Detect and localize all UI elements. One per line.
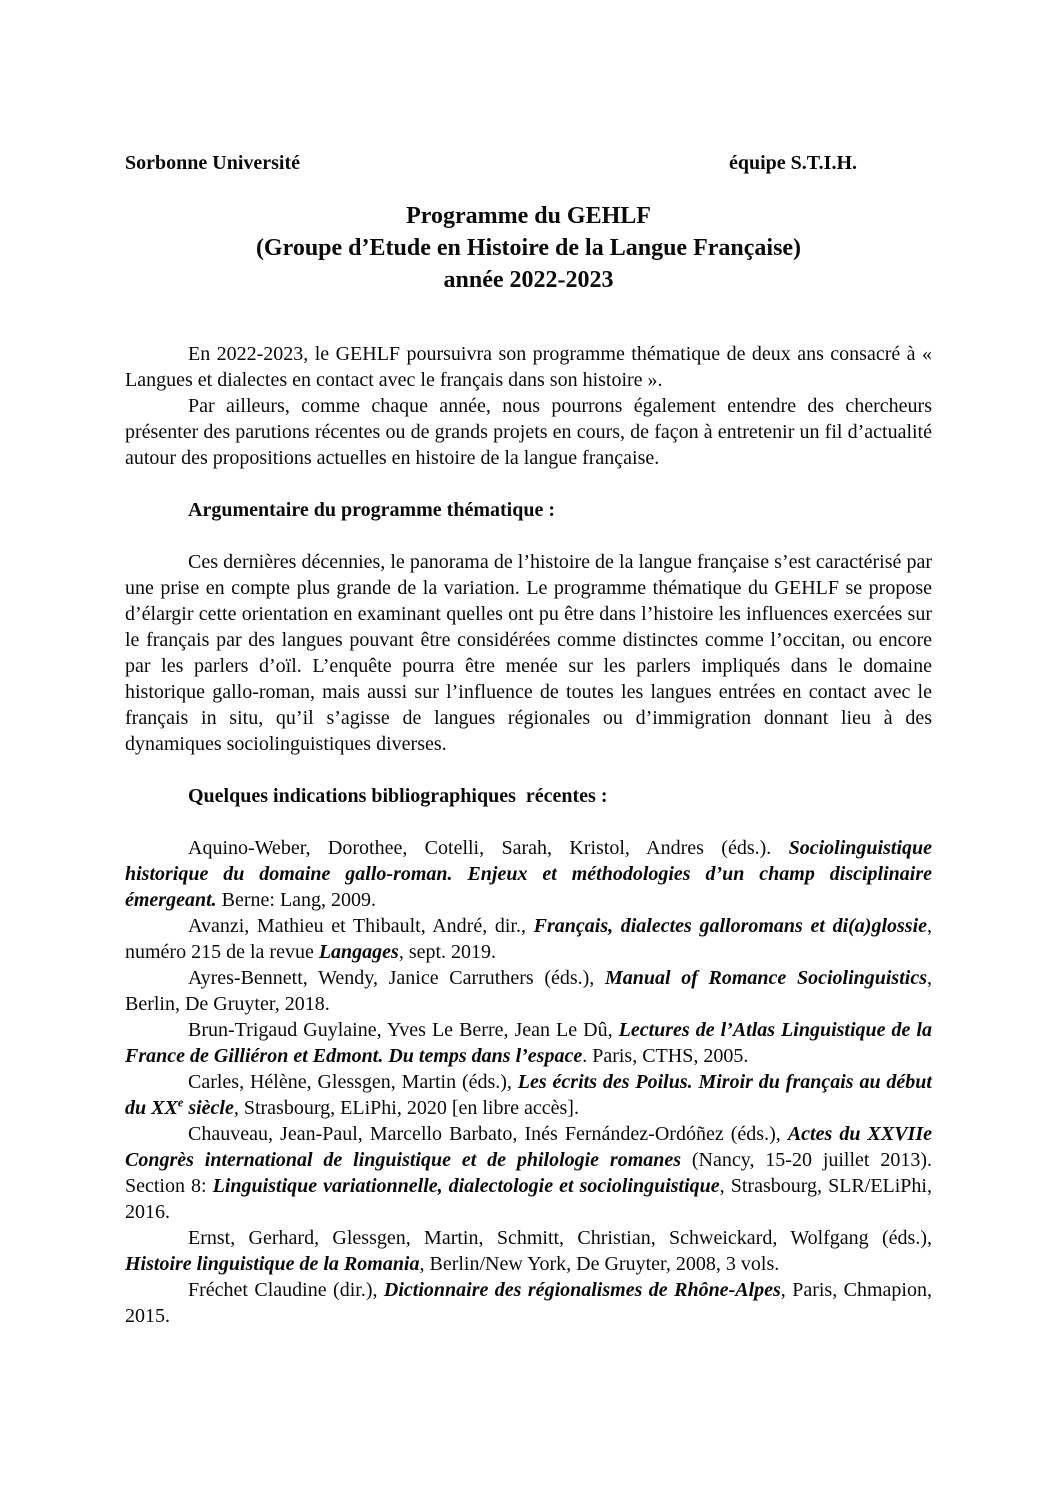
entry-text: Ayres-Bennett, Wendy, Janice Carruthers (éds.), [188,967,605,989]
entry-title: Français, dialectes galloromans et di(a)glossie [533,915,928,937]
bibliography-entry [125,1121,932,1225]
entry-title: Sociolinguistique historique du domaine gallo-roman. Enjeux et méthodologies d’un champ disciplinaire émergeant. [125,837,932,911]
header-team: équipe S.T.I.H. [729,152,857,174]
bibliography-entry [125,965,932,1017]
entry-text: (Nancy, 15-20 juillet 2013). Section 8: [125,1149,932,1197]
bibliography-list [125,835,932,1329]
entry-text: , sept. 2019. [398,941,497,963]
argumentaire-heading: Argumentaire du programme thématique : [188,499,555,521]
header-institution: Sorbonne Université [125,152,300,174]
entry-text: Avanzi, Mathieu et Thibault, André, dir., [188,915,534,937]
entry-text: Ernst, Gerhard, Glessgen, Martin, Schmitt, Christian, Schweickard, Wolfgang (éds.), [188,1227,932,1249]
entry-title: Lectures de l’Atlas Linguistique de la France de Gilliéron et Edmont. Du temps dans l’espace [125,1019,932,1067]
entry-title: Dictionnaire des régionalismes de Rhône-Alpes [383,1279,781,1301]
bibliography-heading: Quelques indications bibliographiques récentes : [188,785,608,807]
title-line-1: Programme du GEHLF [406,203,651,229]
entry-title: Langages [318,941,399,963]
title-line-3: année 2022-2023 [443,267,614,293]
bibliography-entry [125,1225,932,1277]
entry-title: Linguistique variationnelle, dialectologie et sociolinguistique [212,1175,720,1197]
bibliography-entry [125,835,932,913]
entry-title: Manual of Romance Sociolinguistics [604,967,927,989]
bibliography-entry [125,1017,932,1069]
entry-text: , Paris, Chmapion, 2015. [125,1279,932,1327]
intro-paragraph-2: Par ailleurs, comme chaque année, nous pourrons également entendre des chercheurs présenter des parutions récentes ou de grands projets en cours, de façon à entretenir un fil d’actualité autour des propositions actuelles en histoire de la langue française. [125,395,932,469]
entry-text: Berne: Lang, 2009. [216,889,377,911]
entry-title: Les écrits des Poilus. Miroir du français au début du XX [125,1071,932,1119]
entry-text: , Berlin/New York, De Gruyter, 2008, 3 vols. [419,1253,780,1275]
entry-text: Aquino-Weber, Dorothee, Cotelli, Sarah, Kristol, Andres (éds.). [188,837,789,859]
entry-text: , Strasbourg, ELiPhi, 2020 [en libre accès]. [233,1097,579,1119]
entry-title: siècle [183,1097,234,1119]
entry-title: Actes du XXVIIe Congrès international de linguistique et de philologie romanes [125,1123,932,1171]
bibliography-entry [125,913,932,965]
entry-text: , Berlin, De Gruyter, 2018. [125,967,932,1015]
entry-text: Chauveau, Jean-Paul, Marcello Barbato, Inés Fernández-Ordóñez (éds.), [188,1123,788,1145]
bibliography-entry [125,1277,932,1329]
title-line-2: (Groupe d’Etude en Histoire de la Langue Française) [255,235,802,261]
entry-text: . Paris, CTHS, 2005. [582,1045,749,1067]
entry-title: e [177,1095,184,1110]
bibliography-entry [125,1069,932,1121]
entry-title: Histoire linguistique de la Romania [125,1253,420,1275]
document-header [125,150,932,176]
argumentaire-body: Ces dernières décennies, le panorama de l’histoire de la langue française s’est caractérisé par une prise en compte plus grande de la variation. Le programme thématique du GEHLF se propose d’élargir cette orientation en examinant quelles ont pu être dans l’histoire les influences exercées sur le français par des langues pouvant être considérées comme distinctes comme l’occitan, ou encore par les parlers d’oïl. L’enquête pourra être menée sur les parlers impliqués dans le domaine historique gallo-roman, mais aussi sur l’influence de toutes les langues entrées en contact avec le français in situ, qu’il s’agisse de langues régionales ou d’immigration donnant lieu à des dynamiques sociolinguistiques diverses. [125,551,932,755]
entry-text: Carles, Hélène, Glessgen, Martin (éds.), [188,1071,518,1093]
document-title [125,200,932,296]
intro-paragraph-1: En 2022-2023, le GEHLF poursuivra son programme thématique de deux ans consacré à « Langues et dialectes en contact avec le français dans son histoire ». [125,343,932,391]
entry-text: , Strasbourg, SLR/ELiPhi, 2016. [125,1175,932,1223]
entry-text: Fréchet Claudine (dir.), [188,1279,384,1301]
entry-text: Brun-Trigaud Guylaine, Yves Le Berre, Jean Le Dû, [188,1019,619,1041]
entry-text: , numéro 215 de la revue [125,915,933,963]
